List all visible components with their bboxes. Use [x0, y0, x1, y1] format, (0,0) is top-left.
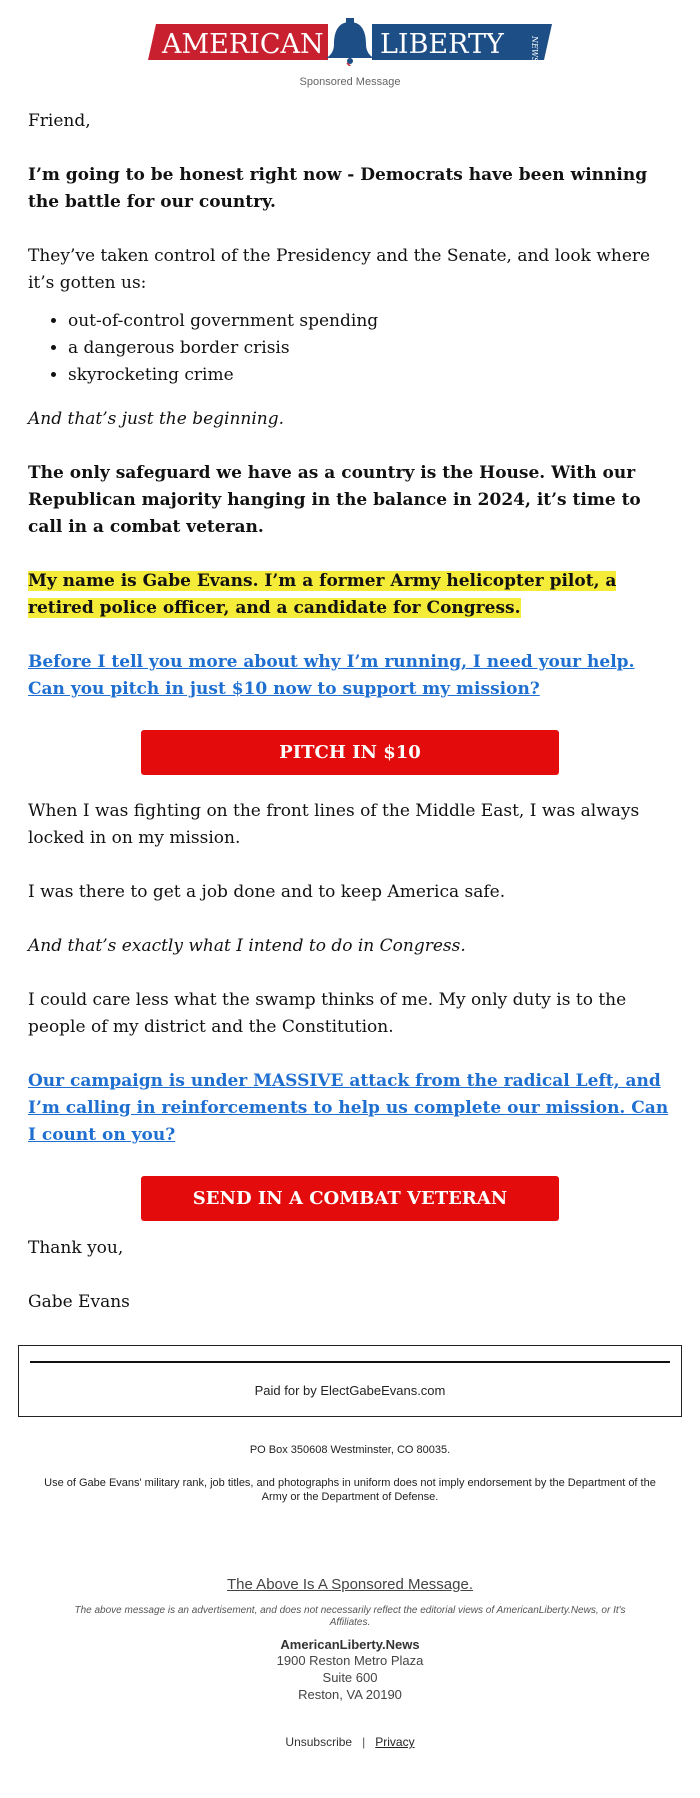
paid-for-text: Paid for by ElectGabeEvans.com: [254, 1383, 446, 1398]
logo-news-tag: NEWS: [530, 36, 539, 63]
link-separator: |: [362, 1735, 366, 1749]
unsubscribe-link[interactable]: Unsubscribe: [285, 1735, 353, 1749]
list-item: • a dangerous border crisis: [68, 335, 672, 362]
advertisement-note: The above message is an advertisement, and does not necessarily reflect the editorial views of AmericanLiberty.News, or It's Affiliates.: [74, 1605, 626, 1628]
donate-link-2[interactable]: Our campaign is under MASSIVE attack from the radical Left, and I’m calling in reinforcements to help us complete our mission. Can I count on you?: [28, 1071, 669, 1145]
paragraph-link-2: [28, 1068, 672, 1149]
logo-left-text: AMERICAN: [162, 29, 324, 60]
footer-links: [0, 1735, 700, 1749]
pitch-in-10-button[interactable]: PITCH IN $10: [141, 730, 559, 775]
greeting: Friend,: [28, 111, 91, 131]
donate-link-1[interactable]: Before I tell you more about why I’m running, I need your help. Can you pitch in just $10 now to support my mission?: [28, 652, 635, 699]
publisher-suite: Suite 600: [322, 1670, 378, 1685]
logo-graphic: [148, 18, 552, 66]
paid-for-box: [18, 1345, 682, 1417]
american-liberty-logo[interactable]: [148, 18, 552, 66]
paragraph-introduction: [28, 568, 672, 622]
divider: [30, 1361, 670, 1363]
po-box-address: PO Box 350608 Westminster, CO 80035.: [249, 1444, 451, 1456]
paragraph-congress: And that’s exactly what I intend to do in Congress.: [28, 936, 466, 956]
sponsored-label: Sponsored Message: [299, 76, 401, 88]
publisher-address-line: 1900 Reston Metro Plaza: [276, 1653, 424, 1668]
logo-right-text: LIBERTY: [380, 29, 504, 60]
list-item: • out-of-control government spending: [68, 308, 672, 335]
paragraph-safeguard: The only safeguard we have as a country is the House. With our Republican majority hanging in the balance in 2024, it’s time to call in a combat veteran.: [28, 463, 641, 537]
footer: [0, 1444, 700, 1749]
paragraph-control: They’ve taken control of the Presidency and the Senate, and look where it’s gotten us:: [28, 246, 651, 293]
privacy-link[interactable]: Privacy: [375, 1735, 415, 1749]
email-body: [0, 108, 700, 1316]
closing: Thank you,: [28, 1238, 124, 1258]
send-combat-veteran-button[interactable]: SEND IN A COMBAT VETERAN: [141, 1176, 559, 1221]
paragraph-honest: I’m going to be honest right now - Democrats have been winning the battle for our country.: [28, 165, 648, 212]
military-disclaimer: Use of Gabe Evans' military rank, job titles, and photographs in uniform does not imply endorsement by the Department of the Army or the Department of Defense.: [44, 1477, 656, 1503]
header: [0, 0, 700, 100]
issues-list: [28, 308, 672, 389]
paragraph-front-lines: When I was fighting on the front lines of the Middle East, I was always locked in on my mission.: [28, 801, 640, 848]
publisher-city: Reston, VA 20190: [298, 1687, 402, 1702]
publisher-name: AmericanLiberty.News: [280, 1637, 420, 1652]
liberty-bell-icon: [326, 18, 374, 66]
paragraph-job-done: I was there to get a job done and to keep America safe.: [28, 882, 506, 902]
paragraph-swamp: I could care less what the swamp thinks of me. My only duty is to the people of my district and the Constitution.: [28, 990, 627, 1037]
list-item: • skyrocketing crime: [68, 362, 672, 389]
paragraph-beginning: And that’s just the beginning.: [28, 409, 285, 429]
signature: Gabe Evans: [28, 1292, 130, 1312]
highlighted-intro: My name is Gabe Evans. I’m a former Army helicopter pilot, a retired police officer, and a candidate for Congress.: [28, 571, 617, 618]
paragraph-link-1: [28, 649, 672, 703]
sponsored-message-link[interactable]: The Above Is A Sponsored Message.: [227, 1576, 473, 1593]
